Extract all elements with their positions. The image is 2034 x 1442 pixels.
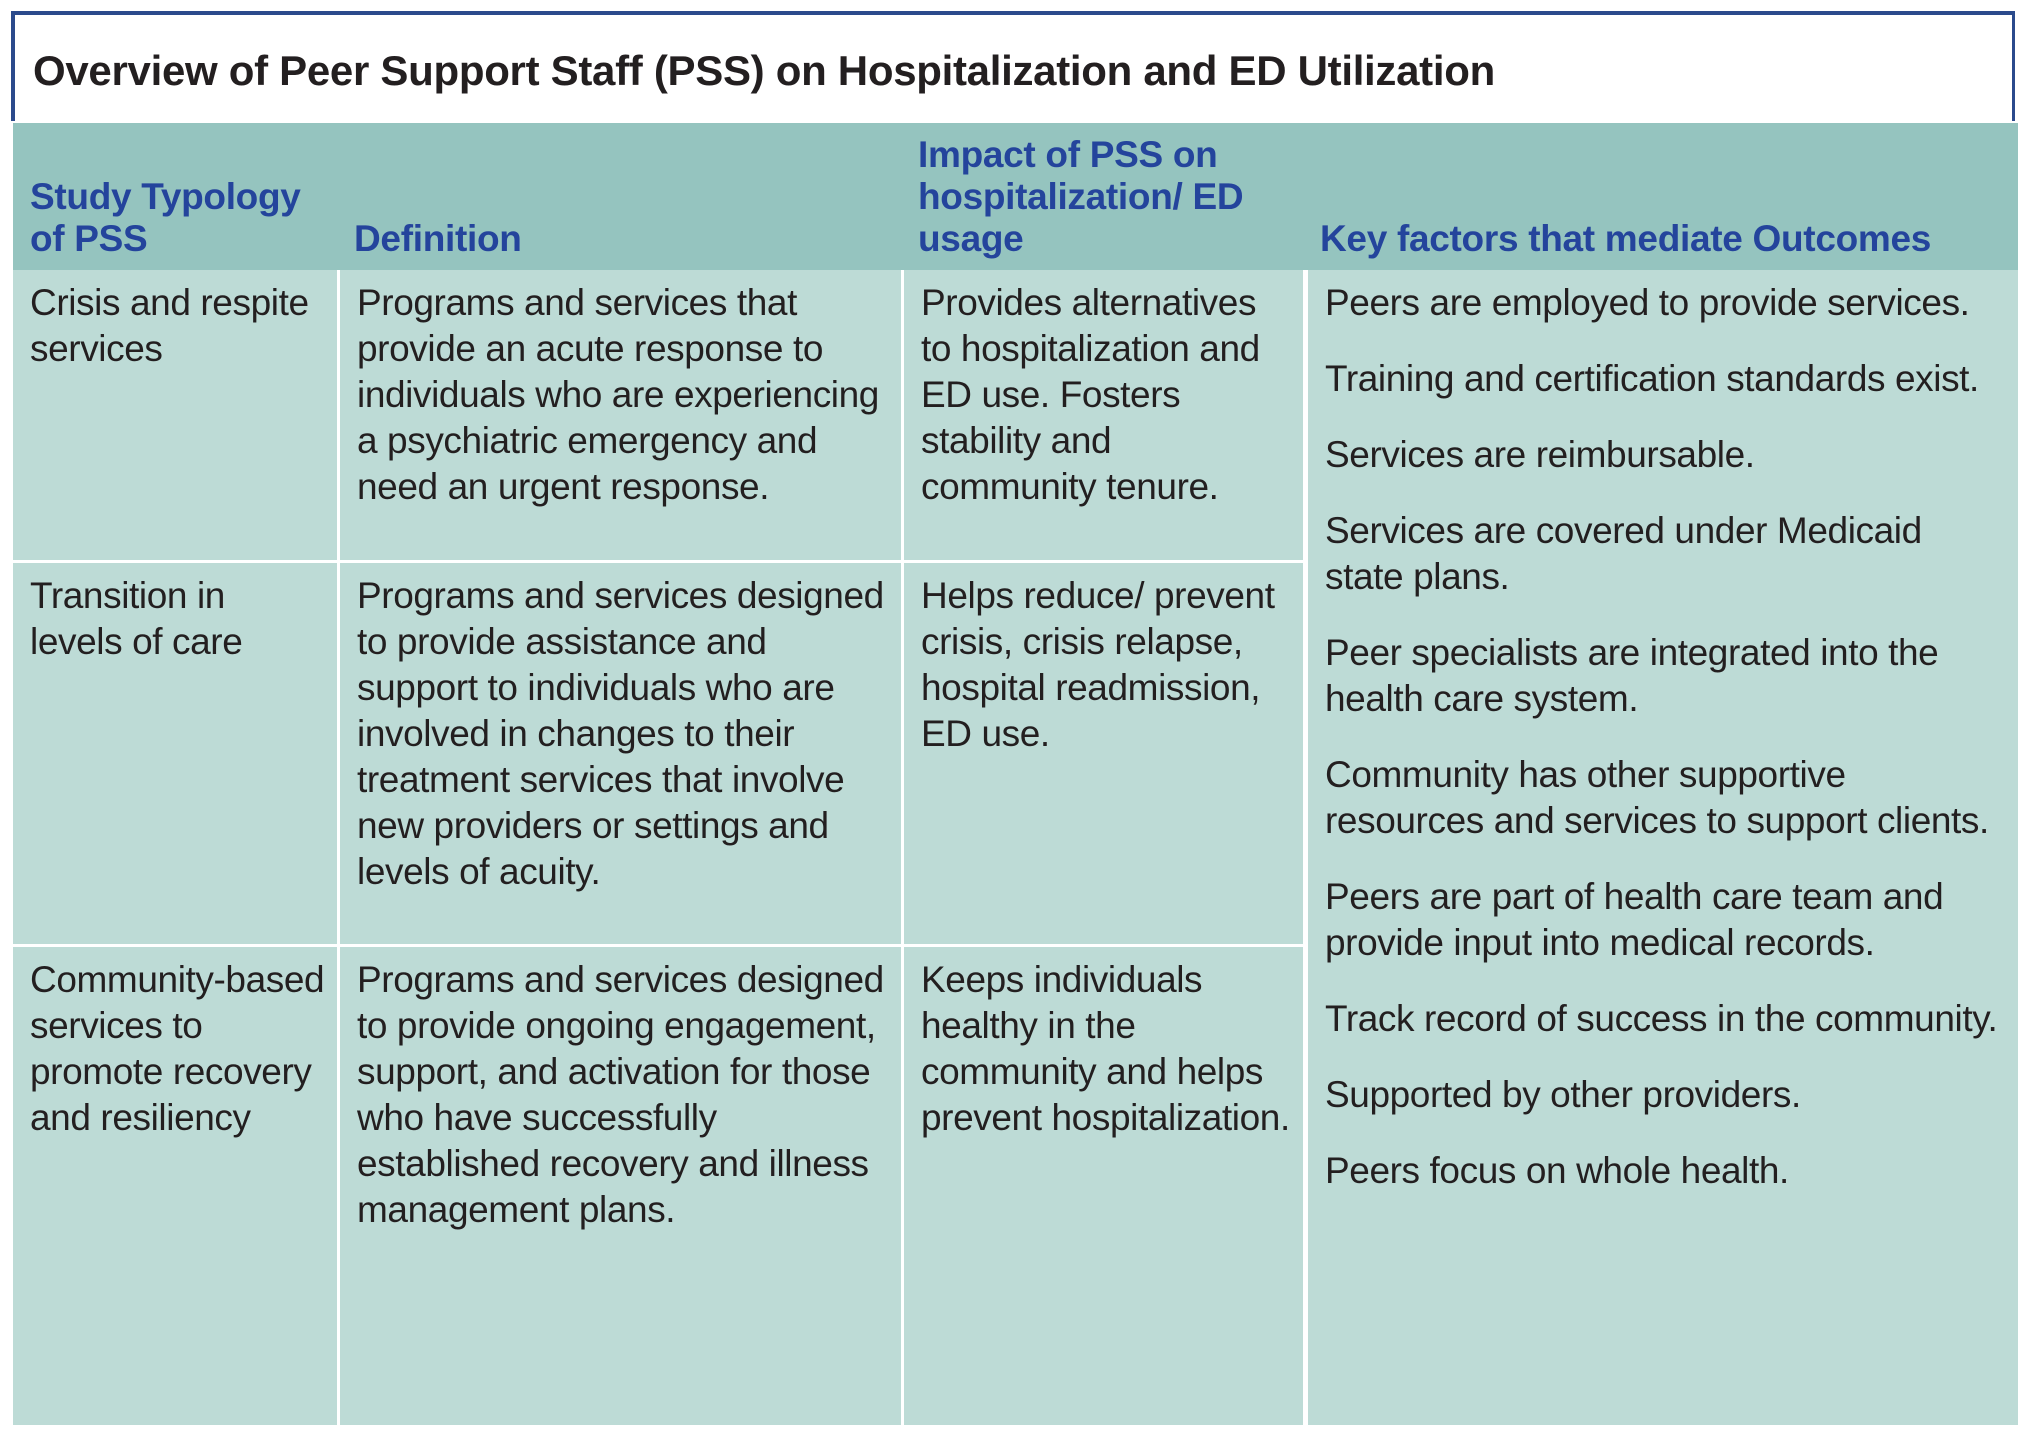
- header-definition: Definition: [337, 123, 901, 270]
- header-typology: Study Typology of PSS: [13, 123, 337, 270]
- row-1-typology: Crisis and respite services: [13, 270, 337, 560]
- row-3-definition: Programs and services designed to provide ongoing engagement, support, and activation for those who have successfully established recovery and illness management plans.: [337, 944, 901, 1425]
- factor-item: Peers are part of health care team and provide input into medical records.: [1325, 876, 1944, 963]
- factor-item: Peer specialists are integrated into the health care system.: [1325, 632, 1939, 719]
- row-3-typology: Community-based services to promote recovery and resiliency: [13, 944, 337, 1425]
- row-3-impact: Keeps individuals healthy in the community and helps prevent hospitalization.: [901, 944, 1303, 1425]
- key-factors-list: [1303, 270, 2018, 1425]
- factor-item: Services are covered under Medicaid state plans.: [1325, 510, 1922, 597]
- factor-item: Services are reimbursable.: [1325, 434, 1755, 475]
- factor-item: Peers focus on whole health.: [1325, 1150, 1789, 1191]
- factor-item: Community has other supportive resources and services to support clients.: [1325, 754, 1989, 841]
- header-factors: Key factors that mediate Outcomes: [1303, 123, 2018, 270]
- row-2-typology: Transition in levels of care: [13, 560, 337, 944]
- row-2-definition: Programs and services designed to provide assistance and support to individuals who are involved in changes to their treatment services that involve new providers or settings and levels of acuity.: [337, 560, 901, 944]
- factor-item: Track record of success in the community.: [1325, 998, 1998, 1039]
- row-2-impact: Helps reduce/ prevent crisis, crisis relapse, hospital readmission, ED use.: [901, 560, 1303, 944]
- header-impact: Impact of PSS on hospitalization/ ED usage: [901, 123, 1303, 270]
- factor-item: Peers are employed to provide services.: [1325, 282, 1970, 323]
- row-1-impact: Provides alternatives to hospitalization and ED use. Fosters stability and community tenure.: [901, 270, 1303, 560]
- factor-item: Training and certification standards exist.: [1325, 358, 1979, 399]
- pss-table: [13, 123, 2018, 1425]
- title-box: [11, 11, 2015, 121]
- row-1-definition: Programs and services that provide an acute response to individuals who are experiencing a psychiatric emergency and need an urgent response.: [337, 270, 901, 560]
- table-title: Overview of Peer Support Staff (PSS) on Hospitalization and ED Utilization: [33, 47, 1495, 94]
- factor-item: Supported by other providers.: [1325, 1074, 1801, 1115]
